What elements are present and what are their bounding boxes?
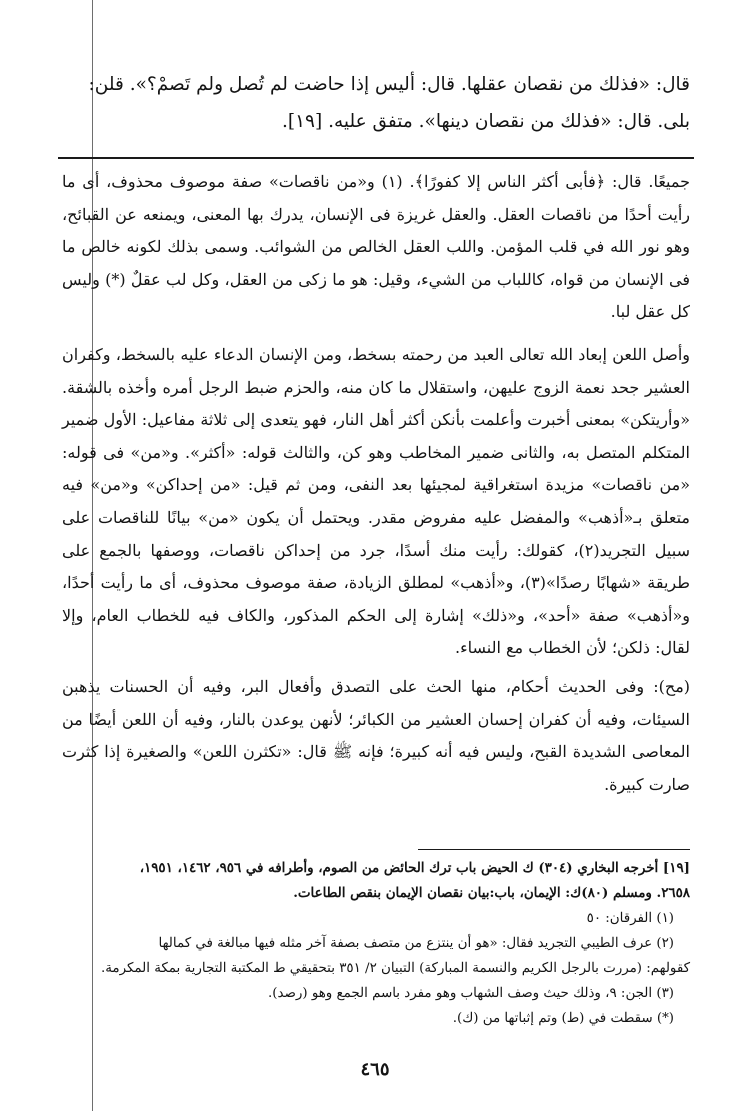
hadith-separator-rule <box>58 157 694 159</box>
footnote-3: (٣) الجن: ٩، وذلك حيث وصف الشهاب وهو مفرد باسم الجمع وهو (رصد). <box>268 986 674 1001</box>
footnotes <box>62 856 690 1031</box>
commentary-paragraph-2: وأصل اللعن إبعاد الله تعالى العبد من رحمته بسخط، ومن الإنسان الدعاء عليه بالسخط، وكفران العشير جحد نعمة الزوج عليهن، واستقلال ما كان منه، والحزم ضبط الرجل أمره وأخذه بالشقة. «وأريتكن» بمعنى أخبرت وأعلمت بأنكن أكثر أهل النار، فهو يتعدى إلى ثلاثة مفاعيل: الأول ضمير المتكلم المتصل به، والثانى ضمير المخاطب وهو كن، والثالث قوله: «أكثر». و«من» فى قوله: «من ناقصات» مزيدة استغراقية لمجيئها بعد النفى، ومن ثم قيل: «من إحداكن» و«من» فيه متعلق بـ«أذهب» والمفضل عليه مفروض مقدر. ويحتمل أن يكون «من» بيانًا للناقصات على سبيل التجريد(٢)، كقولك: رأيت منك أسدًا، جرد من إحداكن ناقصات، ووصفها بالجمع على طريقة «شهابًا رصدًا»(٣)، و«أذهب» لمطلق الزيادة، صفة موصوف محذوف، أى ما رأيت أحدًا، و«أذهب» صفة «أحد»، و«ذلك» إشارة إلى الحكم المذكور، والكاف فيه للخطاب العام، وإلا لقال: ذلكن؛ لأن الخطاب مع النساء. <box>62 344 690 658</box>
commentary-paragraph-1: جميعًا. قال: ﴿فأبى أكثر الناس إلا كفورًا﴾. (١) و«من ناقصات» صفة موصوف محذوف، أى ما رأيت أحدًا من ناقصات العقل. والعقل غريزة فى الإنسان، يدرك بها المعنى، ويمنعه عن القبائح، وهو نور الله في قلب المؤمن. واللب العقل الخالص من الشوائب. وسمى بذلك لكونه خالص ما فى الإنسان من قواه، كاللباب من الشيء، وقيل: هو ما زكى من العقل، وكل لب عقلٌ (*) وليس كل عقل لبا. <box>62 172 691 322</box>
takhrij-line-1: [١٩] أخرجه البخاري (٣٠٤) ك الحيض باب ترك الحائض من الصوم، وأطرافه في ٩٥٦، ١٤٦٢، ١٩٥١، <box>139 860 690 876</box>
hadith-line-2: بلى. قال: «فذلك من نقصان دينها». متفق عليه. [١٩]. <box>282 111 690 132</box>
footnote-1: (١) الفرقان: ٥٠ <box>586 911 674 926</box>
page-number: ٤٦٥ <box>360 1059 390 1080</box>
footnote-star: (*) سقطت في (ط) وتم إثباتها من (ك). <box>452 1011 674 1026</box>
takhrij-line-2: ٢٦٥٨. ومسلم (٨٠)ك: الإيمان، باب:بيان نقصان الإيمان بنقص الطاعات. <box>293 885 690 901</box>
commentary-paragraph-3: (مح): وفى الحديث أحكام، منها الحث على التصدق وأفعال البر، وفيه أن الحسنات يذهبن السيئات، وفيه أن كفران إحسان العشير من الكبائر؛ لأنهن يوعدن بالنار، وفيه أن اللعن أيضًا من المعاصى الشديدة القبح، وليس فيه أنه كبيرة؛ فإنه ﷺ قال: «تكثرن اللعن» والصغيرة إذا كثرت صارت كبيرة. <box>62 676 690 794</box>
footnote-2-line-2: كقولهم: (مررت بالرجل الكريم والنسمة المباركة) التبيان ٢/ ٣٥١ بتحقيقي ط المكتبة التجارية بمكة المكرمة. <box>101 961 690 976</box>
hadith-text <box>62 66 690 140</box>
footnote-separator-rule <box>418 849 690 850</box>
hadith-line-1: قال: «فذلك من نقصان عقلها. قال: أليس إذا حاضت لم تُصل ولم تَصمْ؟». قلن: <box>88 74 690 95</box>
footnote-2-line-1: (٢) عرف الطيبي التجريد فقال: «هو أن ينتزع من متصف بصفة آخر مثله فيها مبالغة في كمالها <box>158 936 674 951</box>
commentary-text <box>62 166 690 801</box>
